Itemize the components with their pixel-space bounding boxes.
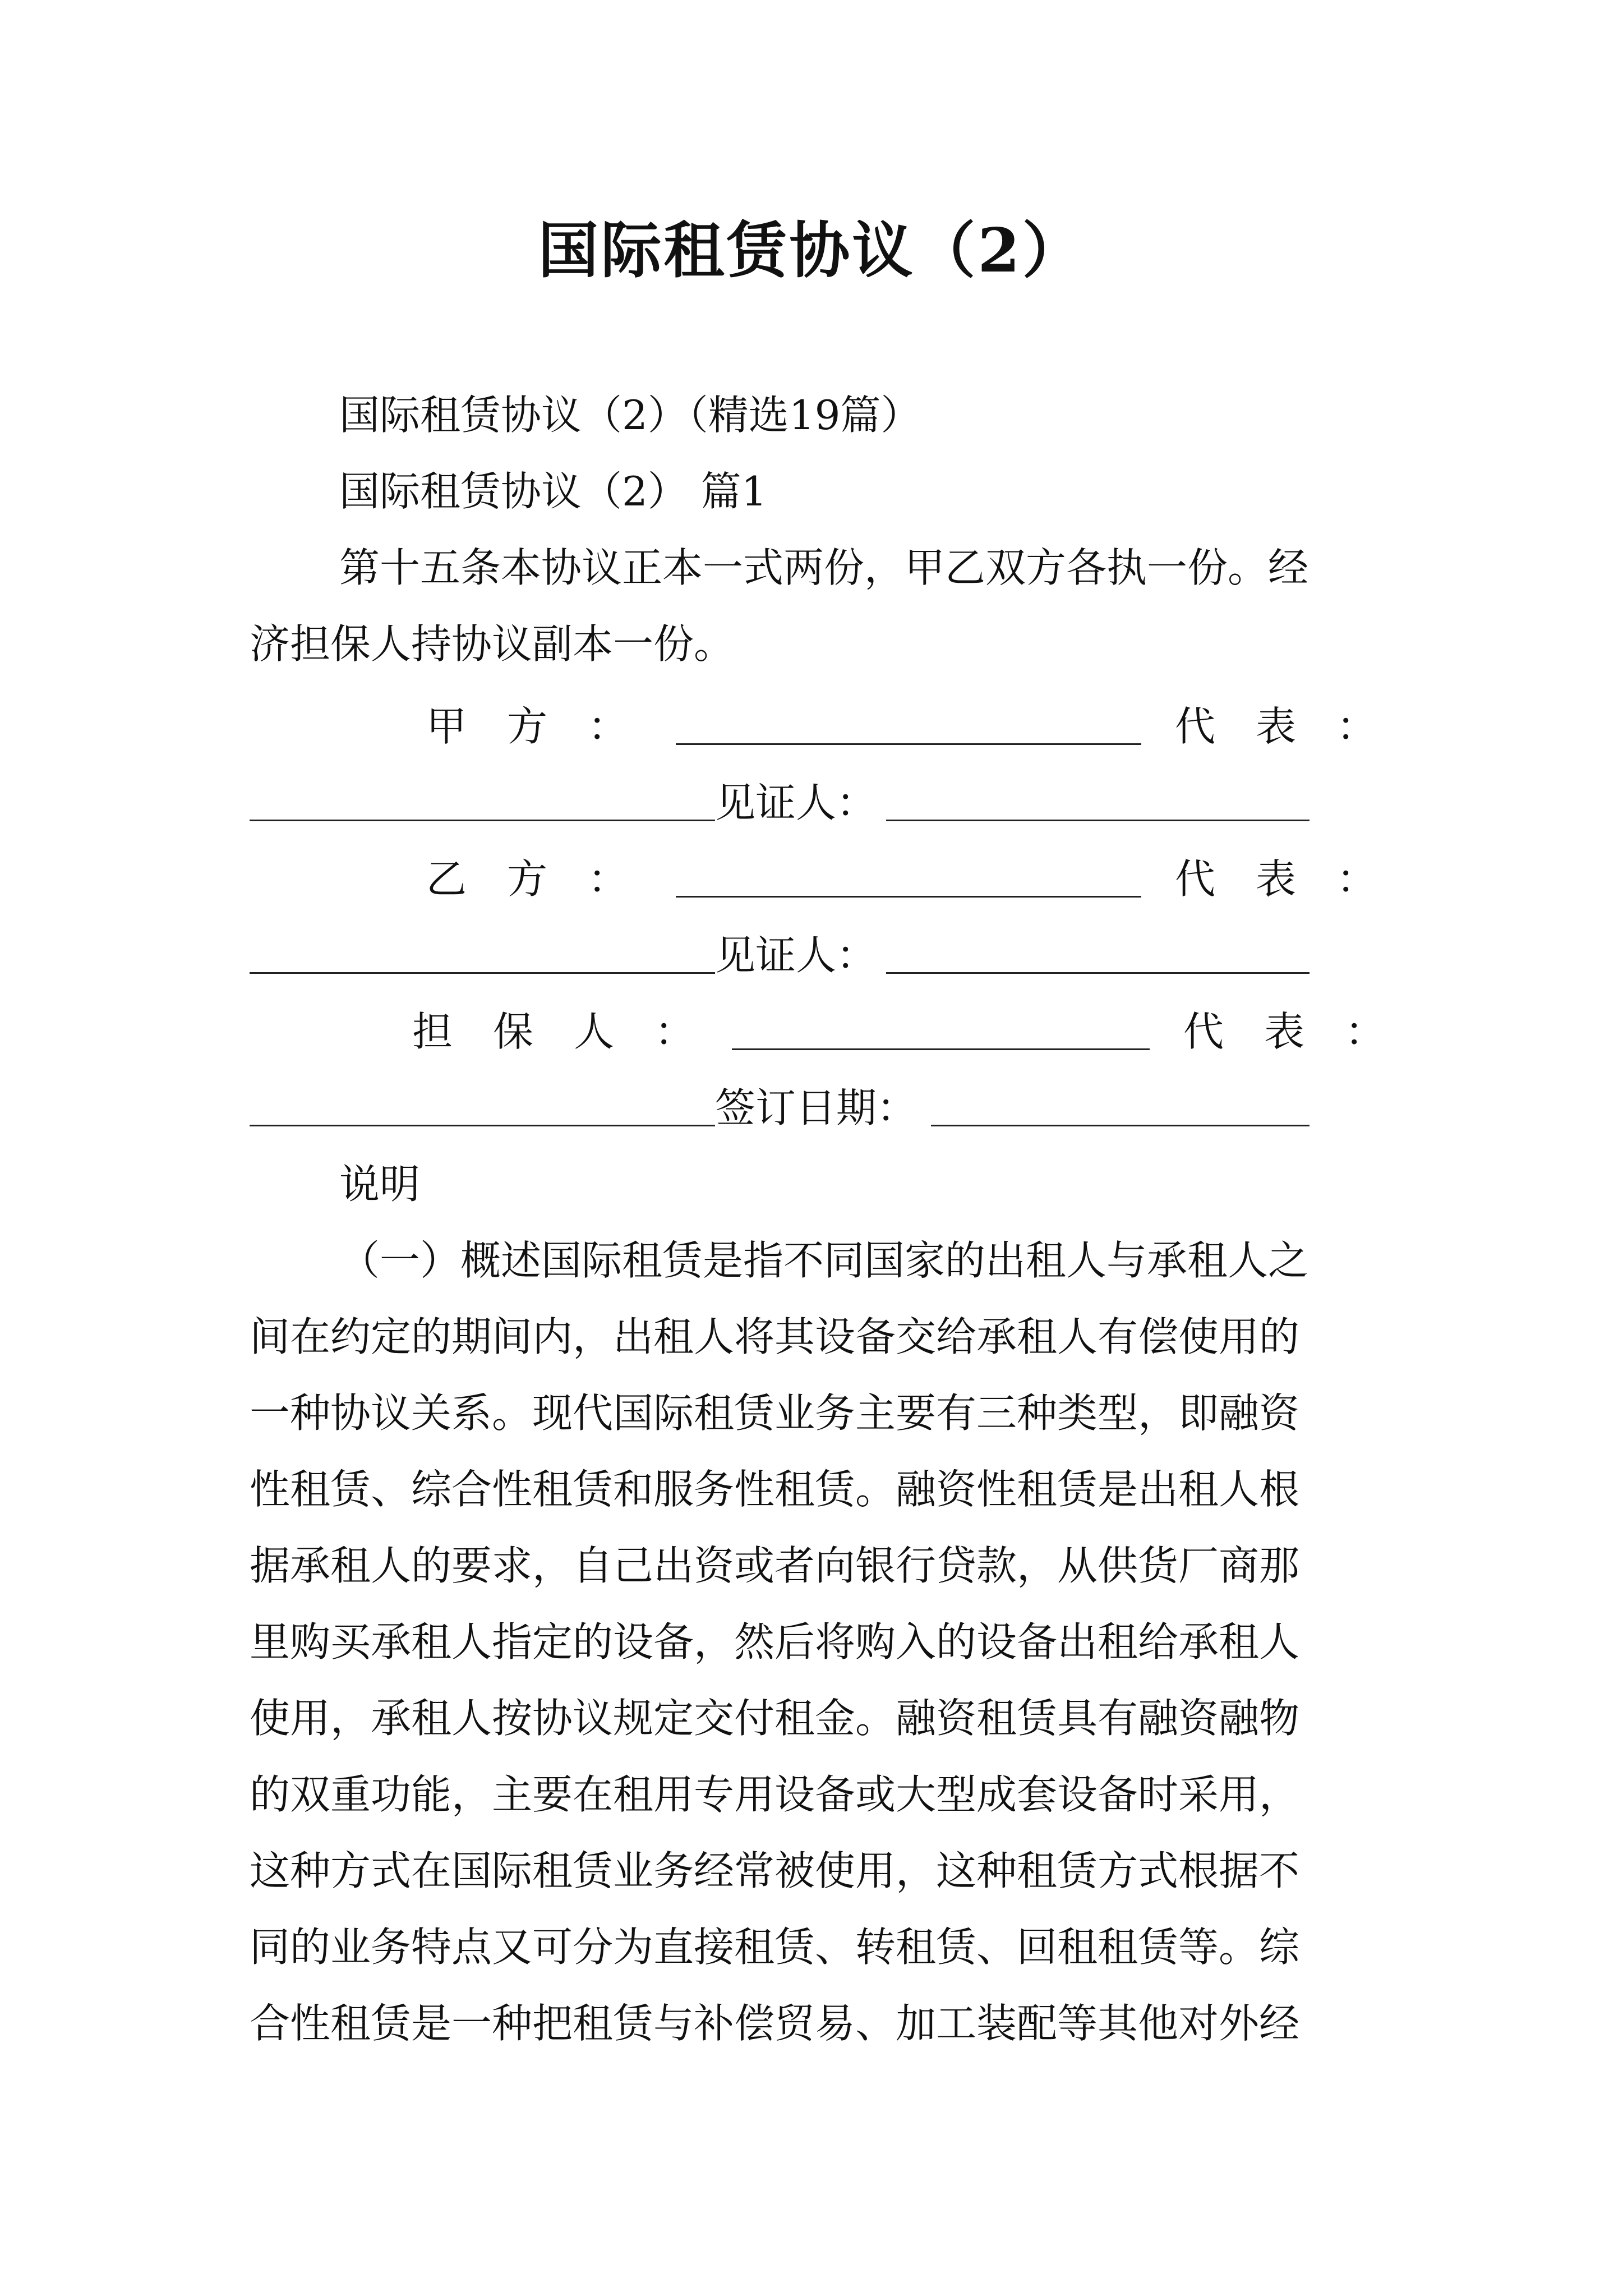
party-b-representative-label: 代 表 ：: [1175, 855, 1377, 903]
sign-date-row: [250, 1080, 1399, 1136]
body-line: 这种方式在国际租赁业务经常被使用，这种租赁方式根据不: [250, 1847, 1300, 1894]
clause-15-line-1: 第十五条本协议正本一式两份，甲乙双方各执一份。经: [339, 544, 1309, 591]
party-b-witness-label: 见证人：: [715, 932, 877, 979]
party-b-representative-blank: [250, 927, 715, 974]
party-a-representative-label: 代 表 ：: [1175, 703, 1377, 750]
body-line: 里购买承租人指定的设备，然后将购入的设备出租给承租人: [250, 1618, 1300, 1665]
body-line: 使用，承租人按协议规定交付租金。融资租赁具有融资融物: [250, 1695, 1300, 1742]
party-b-row: [250, 851, 1399, 907]
document-title: 国际租赁协议（2）: [538, 215, 1085, 286]
body-line: 合性租赁是一种把租赁与补偿贸易、加工装配等其他对外经: [250, 2000, 1300, 2047]
party-a-representative-blank: [250, 775, 715, 821]
note-heading: 说明: [339, 1161, 421, 1208]
body-line: （一）概述国际租赁是指不同国家的出租人与承租人之: [339, 1237, 1309, 1284]
party-b-witness-blank: [886, 927, 1310, 974]
party-b-blank: [676, 851, 1141, 898]
body-line: 一种协议关系。现代国际租赁业务主要有三种类型，即融资: [250, 1389, 1300, 1437]
party-a-witness-row: [250, 775, 1399, 831]
subtitle: 国际租赁协议（2）（精选19篇）: [339, 392, 921, 439]
party-b-label: 乙 方 ：: [426, 855, 629, 903]
body-line: 的双重功能，主要在租用专用设备或大型成套设备时采用，: [250, 1771, 1300, 1818]
guarantor-representative-blank: [250, 1080, 715, 1126]
party-a-label: 甲 方 ：: [426, 703, 629, 750]
party-a-witness-blank: [886, 775, 1310, 821]
sign-date-label: 签订日期：: [715, 1084, 917, 1131]
guarantor-blank: [732, 1004, 1150, 1050]
chapter-heading: 国际租赁协议（2） 篇1: [339, 468, 767, 515]
guarantor-row: [250, 1004, 1399, 1060]
party-a-witness-label: 见证人：: [715, 779, 877, 826]
party-a-blank: [676, 698, 1141, 745]
sign-date-blank: [931, 1080, 1310, 1126]
guarantor-label: 担 保 人 ：: [412, 1008, 695, 1055]
party-a-row: [250, 698, 1399, 754]
body-line: 间在约定的期间内，出租人将其设备交给承租人有偿使用的: [250, 1313, 1300, 1360]
body-line: 据承租人的要求，自己出资或者向银行贷款，从供货厂商那: [250, 1542, 1300, 1589]
body-line: 同的业务特点又可分为直接租赁、转租赁、回租租赁等。综: [250, 1924, 1300, 1971]
body-line: 性租赁、综合性租赁和服务性租赁。融资性租赁是出租人根: [250, 1466, 1300, 1513]
guarantor-representative-label: 代 表 ：: [1183, 1008, 1386, 1055]
party-b-witness-row: [250, 927, 1399, 983]
clause-15-line-2: 济担保人持协议副本一份。: [250, 620, 735, 668]
